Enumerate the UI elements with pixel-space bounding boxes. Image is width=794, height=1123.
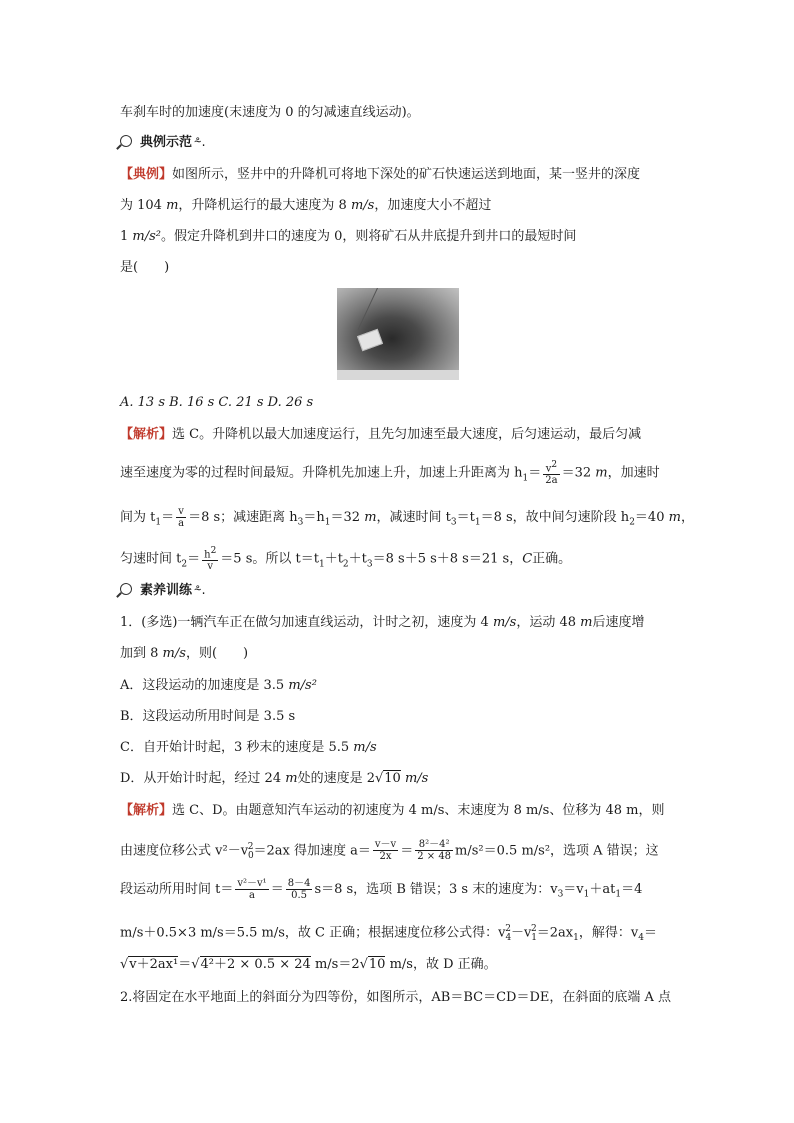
analysis2-line-1: 【解析】选 C、D。由题意知汽车运动的初速度为 4 m/s、末速度为 8 m/s、位移为 48 m，则 <box>120 803 665 818</box>
section-header-example <box>120 134 206 152</box>
q1-line-2: 加到 8 m/s，则( ) <box>120 646 249 661</box>
example-line-3: 1 m/s²。假定升降机到井口的速度为 0，则将矿石从井底提升到井口的最短时间 <box>120 229 577 244</box>
intro-line: 车刹车时的加速度(末速度为 0 的匀减速直线运动)。 <box>120 105 420 120</box>
example-options: A. 13 s B. 16 s C. 21 s D. 26 s <box>120 395 314 410</box>
section-title: 素养训练 <box>140 583 193 598</box>
q1-line-1: 1．(多选)一辆汽车正在做匀加速直线运动，计时之初，速度为 4 m/s，运动 48 m后速度增 <box>120 615 645 630</box>
example-line-1: 【典例】如图所示，竖井中的升降机可将地下深处的矿石快速运送到地面，某一竖井的深度 <box>120 167 641 182</box>
example-tag: 【典例】 <box>120 167 173 182</box>
magnifier-icon <box>120 583 132 595</box>
example-line-2: 为 104 m，升降机运行的最大速度为 8 m/s，加速度大小不超过 <box>120 198 492 213</box>
analysis1-line-3: 间为 $t_1=$ $\frac{v}{a}$ ＝8 s；减速距离 $h_3=h_1=32$ m，减速时间 $t_3=t_1=8$ s，故中间匀速阶段 $h_2=40$ m， <box>120 506 694 529</box>
section-title: 典例示范 <box>140 135 193 150</box>
mine-shaft-image <box>337 288 459 380</box>
q1-option-a: A．这段运动的加速度是 3.5 m/s² <box>120 678 317 693</box>
section-header-training: 素养训练 ⸛. <box>120 582 206 600</box>
analysis1-line-1: 【解析】选 C。升降机以最大加速度运行，且先匀加速至最大速度，后匀速运动，最后匀减 <box>120 427 642 442</box>
section-deco: ⸛. <box>194 135 206 150</box>
analysis2-line-3: 段运动所用时间 t＝ $\frac{\text{v²－v¹}}{a}$ ＝ $\frac{8-4}{0.5}$ s＝8 s，选项 B 错误；3 s 末的速度为：$v_3=v_1+at_1=4$ <box>120 878 643 901</box>
analysis2-line-5: √v＋2ax¹＝√4²＋2 × 0.5 × 24 m/s＝2√10 m/s，故 D 正确。 <box>120 957 497 972</box>
analysis2-line-4: m/s＋0.5×3 m/s＝5.5 m/s，故 C 正确；根据速度位移公式得：$v_4^2-v_1^2=2ax_1$，解得：$v_4=$ <box>120 924 657 943</box>
analysis-tag: 【解析】 <box>120 803 173 818</box>
example-line-4: 是( ) <box>120 260 170 275</box>
q1-option-c: C．自开始计时起，3 秒末的速度是 5.5 m/s <box>120 740 377 755</box>
q1-option-b: B．这段运动所用时间是 3.5 s <box>120 709 296 724</box>
q1-option-d: D．从开始计时起，经过 24 m处的速度是 2√10 m/s <box>120 771 429 786</box>
analysis1-line-2: 速至速度为零的过程时间最短。升降机先加速上升，加速上升距离为 $h_1=$ $\frac{v^2}{2a}$ ＝32 m，加速时 <box>120 460 660 487</box>
analysis-tag: 【解析】 <box>120 427 173 442</box>
analysis2-line-2: 由速度位移公式 $v^2-v_0^2=2ax$ 得加速度 a＝ $\frac{v-v}{2x}$ ＝ $\frac{\text{8²－4²}}{2 \times 48}$ m/s²＝0.5 m/s²，选项 A 错误；这 <box>120 839 659 863</box>
q2-line: 2.将固定在水平地面上的斜面分为四等份，如图所示，AB＝BC＝CD＝DE，在斜面的底端 A 点 <box>120 990 672 1005</box>
analysis1-line-4: 匀速时间 $t_2=$ $\frac{h^2}{v}$ ＝5 s。所以 $t=t_1+t_2+t_3=8$ s＋5 s＋8 s＝21 s，C正确。 <box>120 546 572 573</box>
magnifier-icon <box>120 135 132 147</box>
